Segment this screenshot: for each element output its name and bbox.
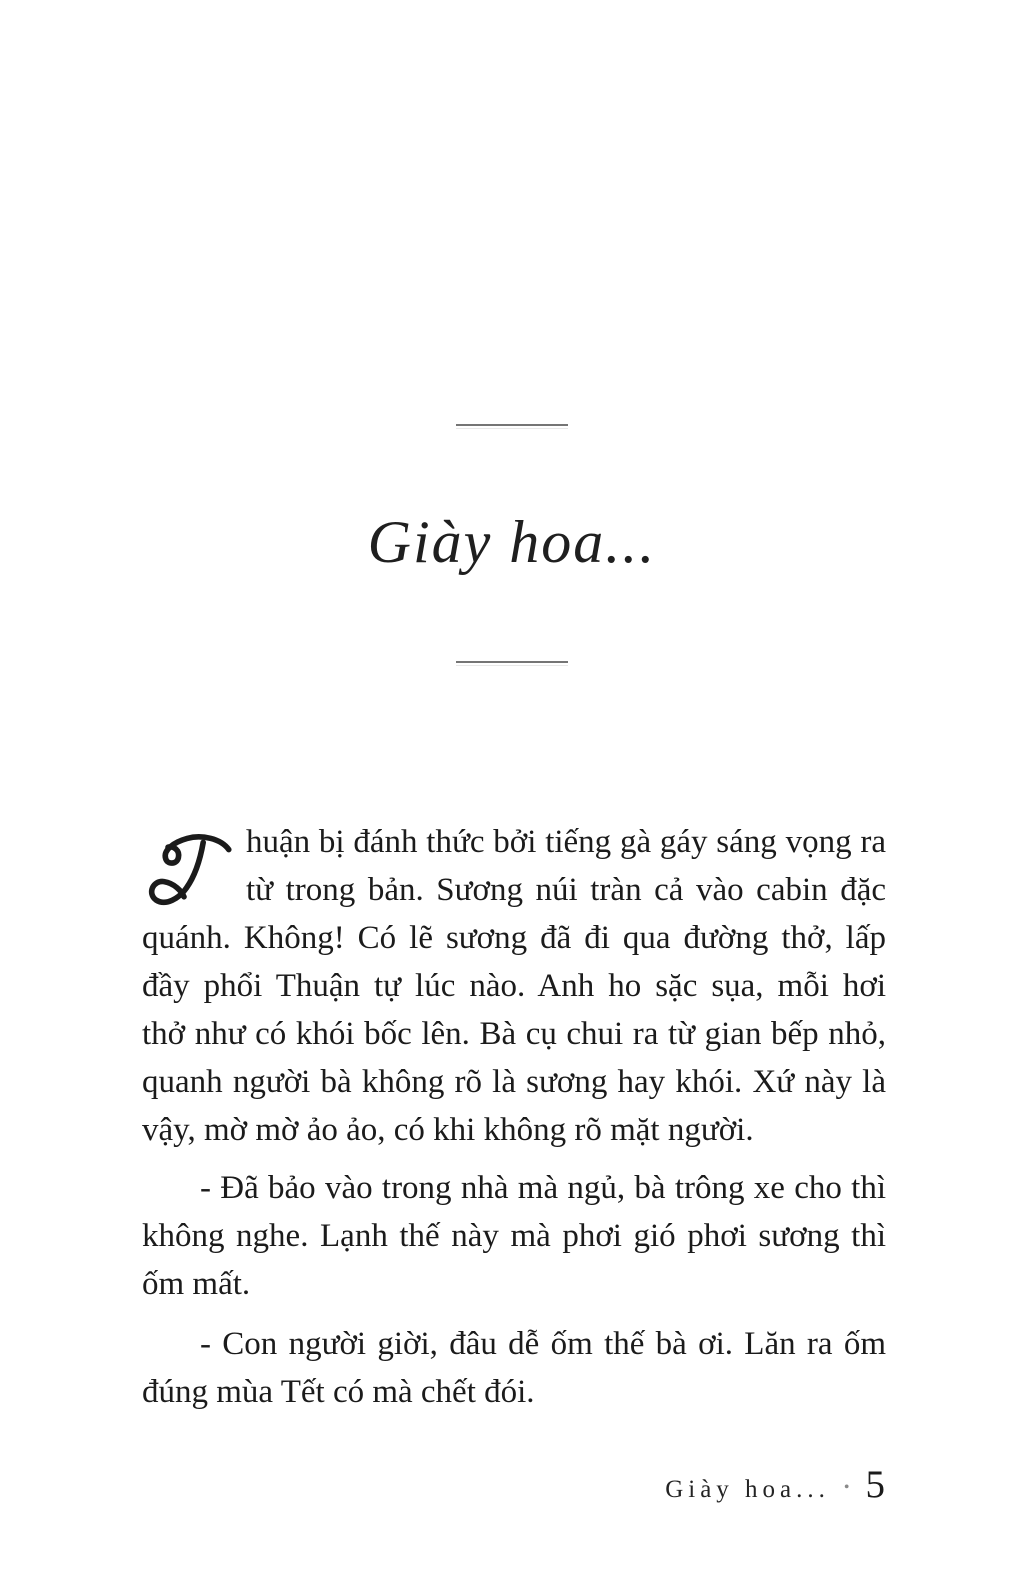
footer-bullet-icon: •	[843, 1478, 850, 1496]
body-line: thở như có khói bốc lên. Bà cụ chui ra từ gian bếp nhỏ,	[142, 1016, 886, 1052]
body-line: - Đã bảo vào trong nhà mà ngủ, bà trông xe cho thì	[200, 1170, 886, 1206]
paragraph	[142, 1320, 886, 1416]
chapter-title: Giày hoa...	[367, 509, 657, 575]
body-line: từ trong bản. Sương núi tràn cả vào cabin đặc	[246, 872, 886, 908]
title-divider-top-shadow	[456, 428, 568, 429]
paragraph	[142, 818, 886, 1154]
dropcap-letter-T	[142, 832, 234, 912]
body-line: huận bị đánh thức bởi tiếng gà gáy sáng vọng ra	[246, 824, 886, 860]
body-line: - Con người giời, đâu dễ ốm thế bà ơi. Lăn ra ốm	[200, 1326, 886, 1362]
body-line: quánh. Không! Có lẽ sương đã đi qua đường thở, lấp	[142, 920, 886, 956]
body-text	[142, 818, 886, 1416]
title-divider-bottom	[456, 661, 568, 663]
title-divider-top	[456, 424, 568, 426]
body-line: quanh người bà không rõ là sương hay khói. Xứ này là	[142, 1064, 886, 1100]
page-number: 5	[865, 1463, 885, 1506]
footer-running-title: Giày hoa...	[665, 1476, 830, 1503]
paragraph	[142, 1164, 886, 1308]
body-line: ốm mất.	[142, 1266, 251, 1302]
body-line: vậy, mờ mờ ảo ảo, có khi không rõ mặt người.	[142, 1112, 754, 1148]
body-line: đúng mùa Tết có mà chết đói.	[142, 1374, 535, 1410]
body-line: không nghe. Lạnh thế này mà phơi gió phơi sương thì	[142, 1218, 886, 1254]
title-divider-bottom-shadow	[456, 665, 568, 666]
script-T-glyph	[142, 832, 234, 912]
body-line: đầy phổi Thuận tự lúc nào. Anh ho sặc sụa, mỗi hơi	[142, 968, 886, 1004]
page-footer	[665, 1462, 885, 1507]
